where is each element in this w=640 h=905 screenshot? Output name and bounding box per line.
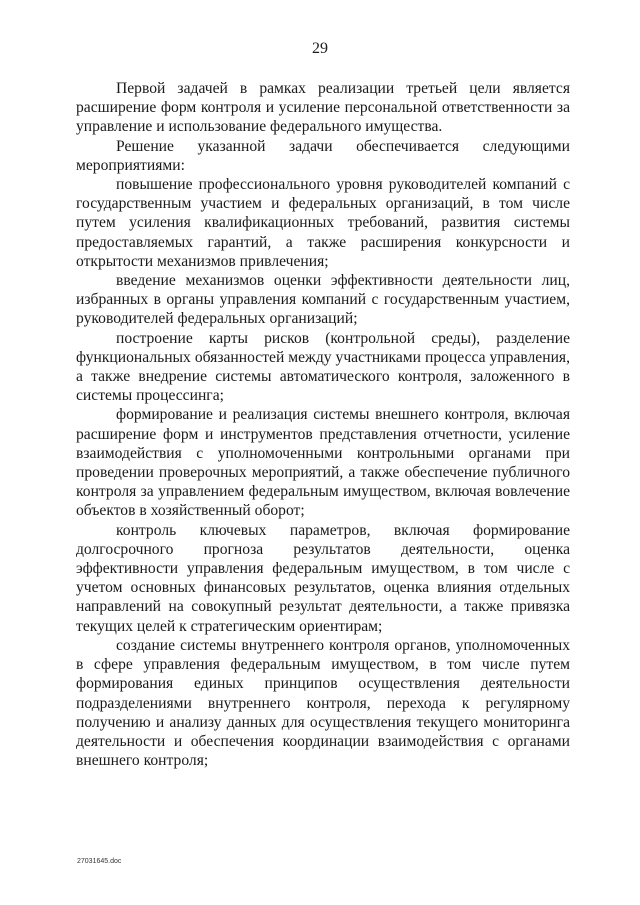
list-item: повышение профессионального уровня руководителей компаний с государственным участием и федеральных организаций, в том числе путем усиления квалификационных требований, развития системы предоставляемых гарантий, а также расширения конкурсности и открытости механизмов привлечения; [76,176,570,270]
paragraph: Решение указанной задачи обеспечивается следующими мероприятиями: [76,137,570,174]
list-item: создание системы внутреннего контроля органов, уполномоченных в сфере управления федеральным имуществом, в том числе путем формирования единых принципов осуществления деятельности подразделениями внутреннего контроля, перехода к регулярному получению и анализу данных для осуществления текущего мониторинга деятельности и обеспечения координации взаимодействия с органами внешнего контроля; [76,636,570,770]
list-item: введение механизмов оценки эффективности деятельности лиц, избранных в органы управления компаний с государственным участием, руководителей федеральных организаций; [76,272,570,328]
document-body [76,79,570,770]
list-item: контроль ключевых параметров, включая формирование долгосрочного прогноза результатов деятельности, оценка эффективности управления федеральным имуществом, в том числе с учетом основных финансовых результатов, оценка влияния отдельных направлений на совокупный результат деятельности, а также привязка текущих целей к стратегическим ориентирам; [76,521,570,635]
page-number: 29 [312,40,328,57]
paragraph: Первой задачей в рамках реализации третьей цели является расширение форм контроля и усиление персональной ответственности за управление и использование федерального имущества. [76,80,570,136]
list-item: формирование и реализация системы внешнего контроля, включая расширение форм и инструментов представления отчетности, усиление взаимодействия с уполномоченными контрольными органами при проведении проверочных мероприятий, а также обеспечение публичного контроля за управлением федеральным имуществом, включая вовлечение объектов в хозяйственный оборот; [76,406,570,520]
file-name-footer: 27031645.doc [77,858,122,865]
list-item: построение карты рисков (контрольной среды), разделение функциональных обязанностей между участниками процесса управления, а также внедрение системы автоматического контроля, заложенного в системы процессинга; [76,329,570,405]
